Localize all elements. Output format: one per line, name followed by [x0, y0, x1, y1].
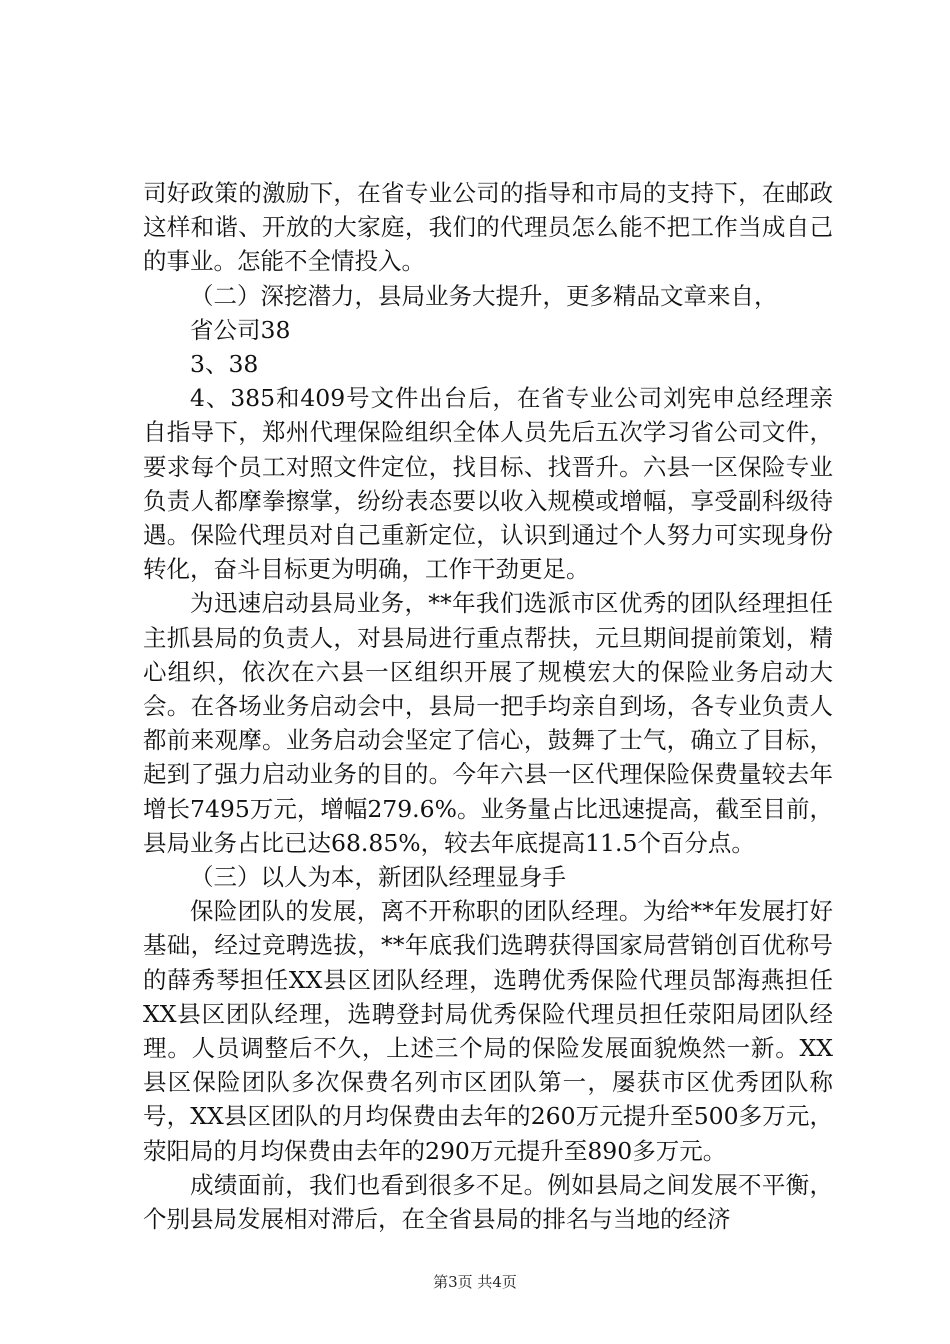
paragraph: 4、385和409号文件出台后，在省专业公司刘宪申总经理亲自指导下，郑州代理保险组织全体人员先后五次学习省公司文件，要求每个员工对照文件定位，找目标、找晋升。六县一区保险专业负责人都摩拳擦掌，纷纷表态要以收入规模或增幅，享受副科级待遇。保险代理员对自己重新定位，认识到通过个人努力可实现身份转化，奋斗目标更为明确，工作干劲更足。 — [143, 384, 833, 584]
paragraph: 保险团队的发展，离不开称职的团队经理。为给**年发展打好基础，经过竞聘选拔，**年底我们选聘获得国家局营销创百优称号的薛秀琴担任XX县区团队经理，选聘优秀保险代理员郜海燕担任XX县区团队经理，选聘登封局优秀保险代理员担任荥阳局团队经理。人员调整后不久，上述三个局的保险发展面貌焕然一新。XX县区保险团队多次保费名列市区团队第一，屡获市区优秀团队称号，XX县区团队的月均保费由去年的260万元提升至500多万元，荥阳局的月均保费由去年的290万元提升至890多万元。 — [143, 897, 833, 1165]
paragraph: 司好政策的激励下，在省专业公司的指导和市局的支持下，在邮政这样和谐、开放的大家庭，我们的代理员怎么能不把工作当成自己的事业。怎能不全情投入。 — [143, 179, 833, 276]
paragraph: 成绩面前，我们也看到很多不足。例如县局之间发展不平衡，个别县局发展相对滞后，在全省县局的排名与当地的经济 — [143, 1170, 833, 1234]
section-heading: （二）深挖潜力，县局业务大提升，更多精品文章来自， — [190, 281, 778, 310]
paragraph: 3、38 — [190, 350, 259, 379]
page-number: 第3页 共4页 — [433, 1273, 517, 1291]
section-heading: （三）以人为本，新团队经理显身手 — [190, 863, 566, 892]
paragraph: 为迅速启动县局业务，**年我们选派市区优秀的团队经理担任主抓县局的负责人，对县局进行重点帮扶，元旦期间提前策划，精心组织，依次在六县一区组织开展了规模宏大的保险业务启动大会。在各场业务启动会中，县局一把手均亲自到场，各专业负责人都前来观摩。业务启动会坚定了信心，鼓舞了士气，确立了目标，起到了强力启动业务的目的。今年六县一区代理保险保费量较去年增长7495万元，增幅279.6%。业务量占比迅速提高，截至目前，县局业务占比已达68.85%，较去年底提高11.5个百分点。 — [143, 589, 833, 857]
document-body — [143, 176, 833, 1236]
page-footer — [0, 1272, 950, 1292]
paragraph: 省公司38 — [190, 315, 291, 344]
